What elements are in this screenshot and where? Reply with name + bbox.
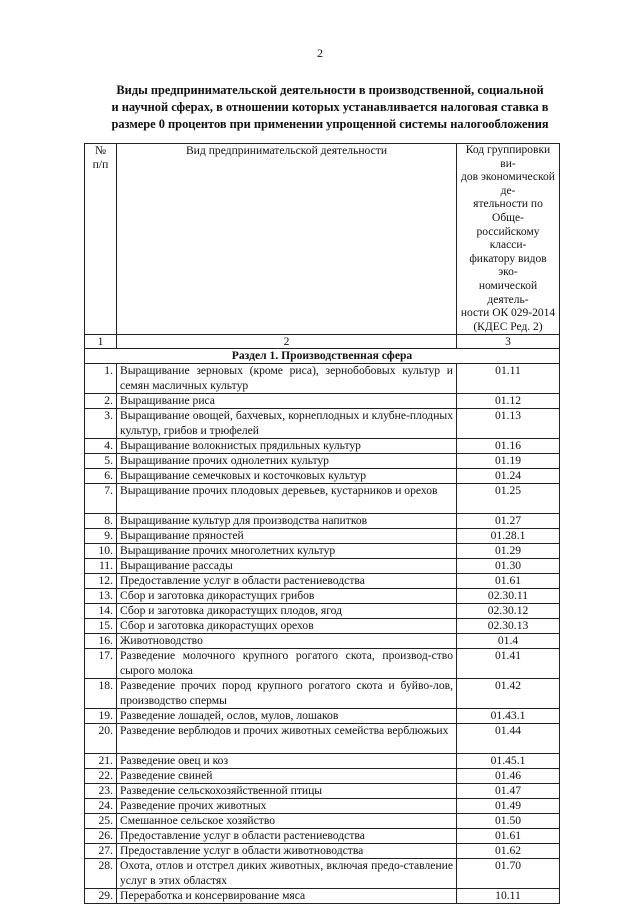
table-row [85, 679, 560, 709]
activity-code: 01.30 [457, 559, 560, 574]
activity-kind: Сбор и заготовка дикорастущих грибов [117, 589, 457, 604]
row-number: 8. [85, 514, 117, 529]
activity-code: 01.4 [457, 634, 560, 649]
row-number: 11. [85, 559, 117, 574]
activity-code: 01.27 [457, 514, 560, 529]
row-number: 20. [85, 724, 117, 754]
header-code-line: Код группировки ви- [465, 144, 551, 170]
row-number: 1. [85, 364, 117, 394]
table-row [85, 754, 560, 769]
row-number: 24. [85, 799, 117, 814]
table-row [85, 769, 560, 784]
activity-code: 10.11 [457, 889, 560, 904]
table-row [85, 799, 560, 814]
activity-kind: Предоставление услуг в области растениеводства [117, 574, 457, 589]
activity-kind: Животноводство [117, 634, 457, 649]
table-row [85, 814, 560, 829]
activity-kind: Разведение молочного крупного рогатого скота, производ-ство сырого молока [117, 649, 457, 679]
table-row [85, 619, 560, 634]
page-number: 2 [317, 46, 323, 60]
activity-code: 01.13 [457, 409, 560, 439]
column-number: 2 [117, 335, 457, 349]
activity-code: 01.28.1 [457, 529, 560, 544]
activity-kind: Выращивание культур для производства напитков [117, 514, 457, 529]
table-row [85, 469, 560, 484]
table-row [85, 709, 560, 724]
activity-kind: Выращивание риса [117, 394, 457, 409]
row-number: 5. [85, 454, 117, 469]
table-row [85, 484, 560, 514]
header-number-line: п/п [92, 158, 109, 171]
activity-kind: Разведение овец и коз [117, 754, 457, 769]
table-header-row [85, 144, 560, 335]
activity-kind: Разведение лошадей, ослов, мулов, лошаков [117, 709, 457, 724]
table-row [85, 784, 560, 799]
activity-code: 02.30.13 [457, 619, 560, 634]
header-number [85, 144, 117, 335]
activity-kind: Выращивание пряностей [117, 529, 457, 544]
header-code [457, 144, 560, 335]
activity-code: 01.43.1 [457, 709, 560, 724]
column-number: 1 [85, 335, 117, 349]
activity-kind: Разведение прочих пород крупного рогатого скота и буйво-лов, производство спермы [117, 679, 457, 709]
row-number: 25. [85, 814, 117, 829]
activity-code: 01.61 [457, 829, 560, 844]
activity-kind: Разведение свиней [117, 769, 457, 784]
row-number: 21. [85, 754, 117, 769]
activity-code: 01.45.1 [457, 754, 560, 769]
row-number: 23. [85, 784, 117, 799]
activity-kind: Разведение сельскохозяйственной птицы [117, 784, 457, 799]
column-number: 3 [457, 335, 560, 349]
title-line-2: и научной сферах, в отношении которых устанавливается налоговая ставка в [111, 100, 549, 114]
table-row [85, 604, 560, 619]
row-number: 29. [85, 889, 117, 904]
activity-code: 01.49 [457, 799, 560, 814]
activity-code: 01.12 [457, 394, 560, 409]
table-row [85, 589, 560, 604]
table-row [85, 889, 560, 904]
activity-kind: Разведение верблюдов и прочих животных семейства верблюжьих [117, 724, 457, 754]
header-number-line: № [94, 144, 107, 157]
activity-kind: Выращивание зерновых (кроме риса), зернобобовых культур и семян масличных культур [117, 364, 457, 394]
table-row [85, 844, 560, 859]
row-number: 4. [85, 439, 117, 454]
activity-kind: Предоставление услуг в области растениеводства [117, 829, 457, 844]
row-number: 14. [85, 604, 117, 619]
table-row [85, 724, 560, 754]
row-number: 16. [85, 634, 117, 649]
header-code-line: номической деятель- [478, 279, 538, 306]
row-number: 22. [85, 769, 117, 784]
activity-code: 01.62 [457, 844, 560, 859]
table-row [85, 829, 560, 844]
row-number: 27. [85, 844, 117, 859]
row-number: 26. [85, 829, 117, 844]
table-row [85, 454, 560, 469]
header-code-line: ятельности по Обще- [473, 198, 543, 224]
header-activity-kind: Вид предпринимательской деятельности [117, 144, 457, 335]
table-row [85, 364, 560, 394]
table-row [85, 529, 560, 544]
table-row [85, 394, 560, 409]
header-code-line: фикатору видов эко- [469, 252, 547, 279]
activity-code: 01.24 [457, 469, 560, 484]
row-number: 2. [85, 394, 117, 409]
activity-code: 01.42 [457, 679, 560, 709]
header-code-line: российскому класси- [476, 225, 540, 252]
title-line-3: размере 0 процентов при применении упрощенной системы налогообложения [111, 117, 549, 131]
activity-kind: Смешанное сельское хозяйство [117, 814, 457, 829]
activity-code: 02.30.11 [457, 589, 560, 604]
row-number: 10. [85, 544, 117, 559]
table-row [85, 859, 560, 889]
table-row [85, 514, 560, 529]
table-row [85, 634, 560, 649]
table-row [85, 574, 560, 589]
header-code-line: дов экономической де- [461, 171, 555, 197]
activity-code: 01.50 [457, 814, 560, 829]
row-number: 6. [85, 469, 117, 484]
row-number: 3. [85, 409, 117, 439]
activity-code: 02.30.12 [457, 604, 560, 619]
activity-codes-table [84, 143, 560, 904]
row-number: 17. [85, 649, 117, 679]
document-title [95, 82, 565, 133]
activity-code: 01.16 [457, 439, 560, 454]
header-code-line: ности ОК 029-2014 [460, 307, 556, 320]
activity-code: 01.25 [457, 484, 560, 514]
activity-code: 01.46 [457, 769, 560, 784]
activity-code: 01.29 [457, 544, 560, 559]
row-number: 28. [85, 859, 117, 889]
row-number: 7. [85, 484, 117, 514]
activity-kind: Выращивание прочих многолетних культур [117, 544, 457, 559]
activity-kind: Сбор и заготовка дикорастущих плодов, ягод [117, 604, 457, 619]
activity-kind: Выращивание волокнистых прядильных культур [117, 439, 457, 454]
activity-code: 01.11 [457, 364, 560, 394]
activity-kind: Выращивание рассады [117, 559, 457, 574]
activity-kind: Переработка и консервирование мяса [117, 889, 457, 904]
activity-code: 01.70 [457, 859, 560, 889]
section-title: Раздел 1. Производственная сфера [85, 349, 560, 364]
activity-kind: Охота, отлов и отстрел диких животных, включая предо-ставление услуг в этих областях [117, 859, 457, 889]
activity-code: 01.61 [457, 574, 560, 589]
row-number: 19. [85, 709, 117, 724]
row-number: 13. [85, 589, 117, 604]
activity-kind: Разведение прочих животных [117, 799, 457, 814]
row-number: 18. [85, 679, 117, 709]
activity-code: 01.47 [457, 784, 560, 799]
activity-kind: Выращивание овощей, бахчевых, корнеплодных и клубне-плодных культур, грибов и трюфелей [117, 409, 457, 439]
activity-kind: Сбор и заготовка дикорастущих орехов [117, 619, 457, 634]
activity-code: 01.44 [457, 724, 560, 754]
row-number: 9. [85, 529, 117, 544]
activity-code: 01.19 [457, 454, 560, 469]
activity-kind: Выращивание прочих плодовых деревьев, кустарников и орехов [117, 484, 457, 514]
activity-kind: Предоставление услуг в области животноводства [117, 844, 457, 859]
activity-kind: Выращивание семечковых и косточковых культур [117, 469, 457, 484]
row-number: 12. [85, 574, 117, 589]
table-row [85, 439, 560, 454]
table-row [85, 649, 560, 679]
table-row [85, 544, 560, 559]
column-numbers-row [85, 335, 560, 349]
activity-code: 01.41 [457, 649, 560, 679]
title-line-1: Виды предпринимательской деятельности в производственной, социальной [116, 83, 544, 97]
table-row [85, 559, 560, 574]
header-code-line: (КДЕС Ред. 2) [473, 320, 543, 333]
row-number: 15. [85, 619, 117, 634]
activity-kind: Выращивание прочих однолетних культур [117, 454, 457, 469]
section-row [85, 349, 560, 364]
table-row [85, 409, 560, 439]
